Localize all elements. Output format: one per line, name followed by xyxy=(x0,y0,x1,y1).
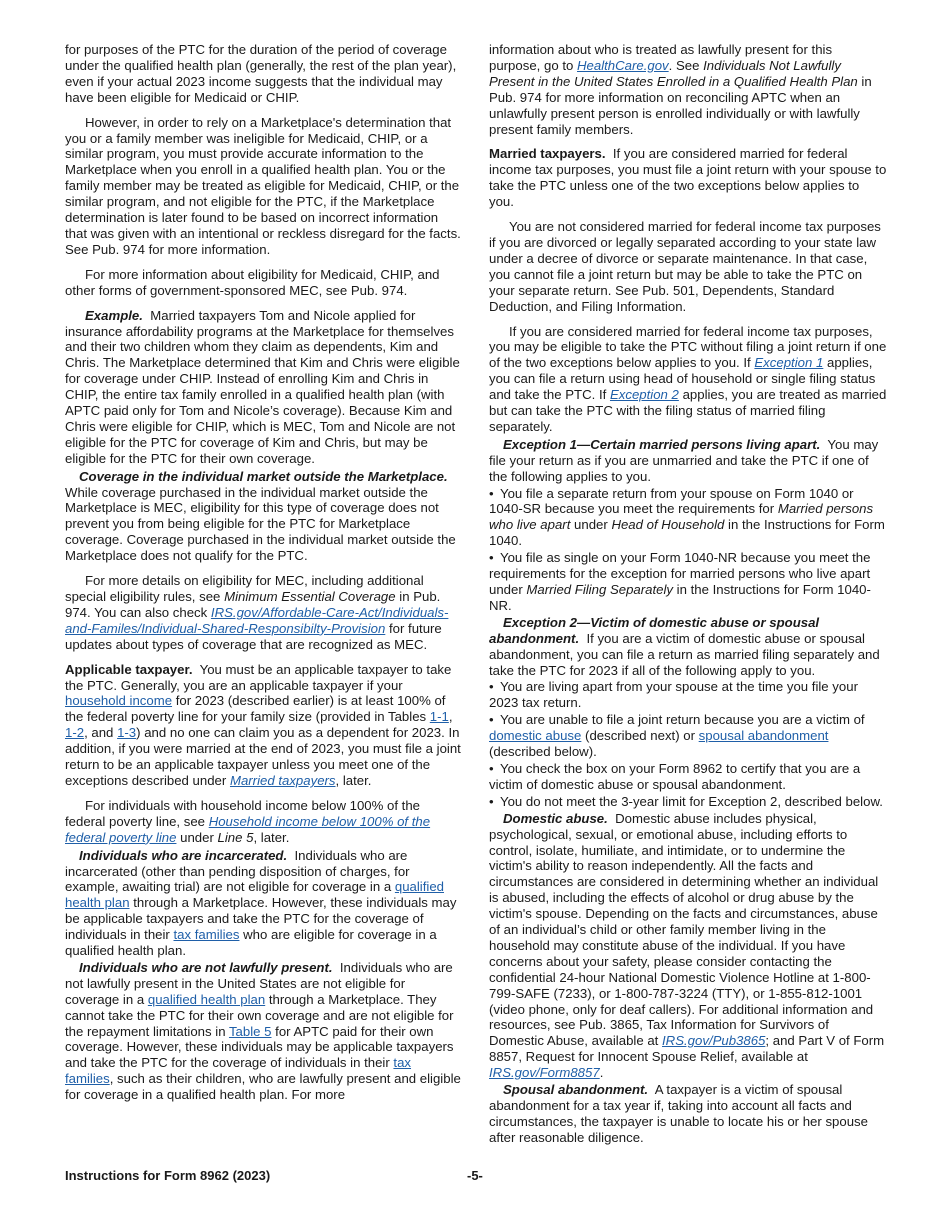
list-item: • You file a separate return from your spouse on Form 1040 or 1040-SR because you meet the requirements for Married persons who live apart under Head of Household in the Instructions for Form 1040. xyxy=(489,485,885,549)
list-item: • You check the box on your Form 8962 to certify that you are a victim of domestic abuse or spousal abandonment. xyxy=(489,760,861,792)
exception-2-heading: Exception 2—Victim of domestic abuse or spousal abandonment. xyxy=(489,614,820,646)
list-item: • You do not meet the 3-year limit for Exception 2, described below. xyxy=(489,793,883,809)
married-taxpayers-link[interactable]: Married taxpayers xyxy=(229,772,336,788)
table-5-link[interactable]: Table 5 xyxy=(228,1023,272,1039)
list-item: • You are living apart from your spouse at the time you file your 2023 tax return. xyxy=(489,679,858,711)
right-column xyxy=(489,42,887,1147)
household-income-below-link[interactable]: Household income below 100% of the federal poverty line xyxy=(65,813,431,845)
applicable-taxpayer-heading: Applicable taxpayer. xyxy=(65,661,193,677)
pub3865-link[interactable]: IRS.gov/Pub3865 xyxy=(662,1033,766,1049)
footer-page-number: -5- xyxy=(467,1168,483,1183)
paragraph-exception-1: Exception 1—Certain married persons living apart. You may file your return as if you are unmarried and take the PTC if one of the following applies to you. xyxy=(489,436,879,484)
tax-families-link[interactable]: tax families xyxy=(173,927,240,943)
exception-1-link[interactable]: Exception 1 xyxy=(754,355,824,371)
paragraph-not-considered-married: You are not considered married for federal income tax purposes if you are divorced or legally separated according to your state law under a decree of divorce or separate maintenance. In that case, you cannot file a joint return but may be able to take the PTC on your separate return. See Pub. 501, Dependents, Standard Deduction, and Filing Information. xyxy=(489,219,881,314)
domestic-abuse-heading: Domestic abuse. xyxy=(503,810,608,826)
tax-families-link-2[interactable]: tax families xyxy=(65,1055,412,1087)
list-item: • You are unable to file a joint return because you are a victim of domestic abuse (described next) or spousal abandonment (described below). xyxy=(489,712,865,760)
paragraph-married-taxpayers: Married taxpayers. If you are considered married for federal income tax purposes, you must file a joint return with your spouse to take the PTC unless one of the two exceptions below applies to you. xyxy=(489,146,887,210)
table-1-1-link[interactable]: 1-1 xyxy=(429,709,449,725)
paragraph-spousal-abandonment: Spousal abandonment. A taxpayer is a victim of spousal abandonment for a tax year if, taking into account all facts and circumstances, the taxpayer is unable to locate his or her spouse after reasonable diligence. xyxy=(489,1082,868,1145)
table-1-2-link[interactable]: 1-2 xyxy=(65,725,85,741)
domestic-abuse-link[interactable]: domestic abuse xyxy=(489,728,582,744)
bullet-icon: • xyxy=(489,760,494,776)
paragraph-ptc-duration: for purposes of the PTC for the duration of the period of coverage under the qualified health plan (generally, the rest of the plan year), even if your actual 2023 income suggests that the individual may have been eligible for Medicaid or CHIP. xyxy=(65,42,457,105)
coverage-heading: Coverage in the individual market outside the Marketplace. xyxy=(79,468,448,484)
healthcare-gov-link[interactable]: HealthCare.gov xyxy=(577,57,669,73)
irs-aca-link[interactable]: IRS.gov/Affordable-Care-Act/Individuals-and-Familes/Individual-Shared-Responsibilty-Provision xyxy=(65,604,449,636)
paragraph-applicable-taxpayer: Applicable taxpayer. You must be an applicable taxpayer to take the PTC. Generally, you are an applicable taxpayer if your household income for 2023 (described earlier) is at least 100% of the federal poverty line for your family size (provided in Tables 1-1, 1-2, and 1-3) and no one can claim you as a dependent for 2023. In addition, if you were married at the end of 2023, you must file a joint return to be an applicable taxpayer unless you meet one of the exceptions described under Married taxpayers, later. xyxy=(65,661,461,788)
bullet-icon: • xyxy=(489,485,494,501)
paragraph-lawfully-present-continued: information about who is treated as lawfully present for this purpose, go to HealthCare.gov. See Individuals Not Lawfully Present in the United States Enrolled in a Qualified Health Plan in Pub. 974 for more information on reconciling APTC when an unlawfully present person is enrolled individually or with lawfully present family members. xyxy=(489,42,872,137)
spousal-abandonment-link[interactable]: spousal abandonment xyxy=(698,728,829,744)
bullet-icon: • xyxy=(489,712,494,728)
exception-2-link[interactable]: Exception 2 xyxy=(609,387,679,403)
exception-1-heading: Exception 1—Certain married persons living apart. xyxy=(503,436,821,452)
qualified-health-plan-link[interactable]: qualified health plan xyxy=(65,879,444,911)
married-taxpayers-heading: Married taxpayers. xyxy=(489,146,606,162)
list-item: • You file as single on your Form 1040-NR because you meet the requirements for the exception for married persons who live apart under Married Filing Separately in the Instructions for Form 1040-NR. xyxy=(489,550,871,613)
paragraph-incarcerated: Individuals who are incarcerated. Individuals who are incarcerated (other than pending disposition of charges, for example, awaiting trial) are not eligible for coverage in a qualified health plan through a Marketplace. However, these individuals may be applicable taxpayers and take the PTC for the coverage of individuals in their tax families who are eligible for coverage in a qualified health plan. xyxy=(65,847,457,959)
paragraph-mec-details: For more details on eligibility for MEC, including additional special eligibility rules, see Minimum Essential Coverage in Pub. 974. You can also check IRS.gov/Affordable-Care-Act/Individuals-and-Familes/Individual-Shared-Responsibilty-Provision for future updates about types of coverage that are recognized as MEC. xyxy=(65,573,449,652)
paragraph-example: Example. Married taxpayers Tom and Nicole applied for insurance affordability programs at the Marketplace for themselves and their two children whom they claim as dependents, Kim and Chris. The Marketplace determined that Kim and Chris were eligible for coverage under CHIP. Instead of enrolling Kim and Chris in CHIP, the entire tax family enrolled in a qualified health plan (with APTC paid only for Tom and Nicole’s coverage). Because Kim and Chris were eligible for CHIP, which is MEC, Tom and Nicole are not eligible for the PTC for coverage of Kim and Chris, but may be eligible for the PTC for their own coverage. xyxy=(65,307,460,466)
footer-form-title: Instructions for Form 8962 (2023) xyxy=(65,1168,271,1183)
bullet-icon: • xyxy=(489,793,494,809)
paragraph-coverage-outside-marketplace: Coverage in the individual market outside the Marketplace. While coverage purchased in the individual market outside the Marketplace is MEC, eligibility for this type of coverage does not prevent you from being eligible for the PTC for Marketplace coverage. Coverage purchased in the individual market outside the Marketplace does not qualify for the PTC. xyxy=(65,468,456,564)
table-1-3-link[interactable]: 1-3 xyxy=(117,725,137,741)
bullet-icon: • xyxy=(489,550,494,566)
paragraph-not-lawfully-present: Individuals who are not lawfully present. Individuals who are not lawfully present in the United States are not eligible for coverage in a qualified health plan through a Marketplace. They cannot take the PTC for their own coverage and are not eligible for the repayment limitations in Table 5 for APTC paid for their own coverage. However, these individuals may be applicable taxpayers and take the PTC for the coverage of individuals in their tax families, such as their children, who are lawfully present and eligible for coverage in a qualified health plan. For more xyxy=(65,959,461,1103)
qualified-health-plan-link-2[interactable]: qualified health plan xyxy=(147,991,266,1007)
paragraph-considered-married: If you are considered married for federal income tax purposes, you may be eligible to take the PTC without filing a joint return if one of the two exceptions below applies to you. If Exception 1 applies, you can file a return using head of household or single filing status and take the PTC. If Exception 2 applies, you are treated as married but can take the PTC with the filing status of married filing separately. xyxy=(489,323,887,434)
example-heading: Example. xyxy=(85,307,143,323)
spousal-abandonment-heading: Spousal abandonment. xyxy=(503,1082,649,1098)
paragraph-income-below-poverty: For individuals with household income below 100% of the federal poverty line, see Household income below 100% of the federal poverty line under Line 5, later. xyxy=(65,797,431,845)
paragraph-domestic-abuse: Domestic abuse. Domestic abuse includes physical, psychological, sexual, or emotional abuse, including efforts to control, isolate, humiliate, and intimidate, or to undermine the victim's ability to reason independently. All the facts and circumstances are considered in determining whether an individual is abused, including the effects of alcohol or drug abuse by the victim's spouse. Depending on the facts and circumstances, abuse of an individual’s child or other family member living in the household may constitute abuse of the individual. If you have concerns about your safety, please consider contacting the confidential 24-hour National Domestic Violence Hotline at 1-800-799-SAFE (7233), or 1-800-787-3224 (TTY), or 1-855-812-1001 (video phone, only for deaf callers). For additional information and resources, see Pub. 3865, Tax Information for Survivors of Domestic Abuse, available at IRS.gov/Pub3865; and Part V of Form 8857, Request for Innocent Spouse Relief, available at IRS.gov/Form8857. xyxy=(489,810,885,1081)
bullet-icon: • xyxy=(489,679,494,695)
paragraph-medicaid-info: For more information about eligibility for Medicaid, CHIP, and other forms of government-sponsored MEC, see Pub. 974. xyxy=(65,266,440,298)
form8857-link[interactable]: IRS.gov/Form8857 xyxy=(489,1065,600,1081)
not-lawfully-present-heading: Individuals who are not lawfully present. xyxy=(79,959,333,975)
incarcerated-heading: Individuals who are incarcerated. xyxy=(79,847,288,863)
left-column xyxy=(65,42,463,1104)
paragraph-marketplace-determination: However, in order to rely on a Marketplace's determination that you or a family member was ineligible for Medicaid, CHIP, or a similar program, you must provide accurate information to the Marketplace when you enroll in a qualified health plan. You or the family member may be treated as eligible for Medicaid, CHIP, or the similar program, and not eligible for the PTC, if the Marketplace determination is later found to be based on incorrect information that was given with an intentional or reckless disregard for the facts. See Pub. 974 for more information. xyxy=(65,114,461,257)
paragraph-exception-2: Exception 2—Victim of domestic abuse or spousal abandonment. If you are a victim of domestic abuse or spousal abandonment, you can file a return as married filing separately and take the PTC for 2023 if all of the following apply to you. xyxy=(489,614,880,678)
household-income-link[interactable]: household income xyxy=(65,693,173,709)
